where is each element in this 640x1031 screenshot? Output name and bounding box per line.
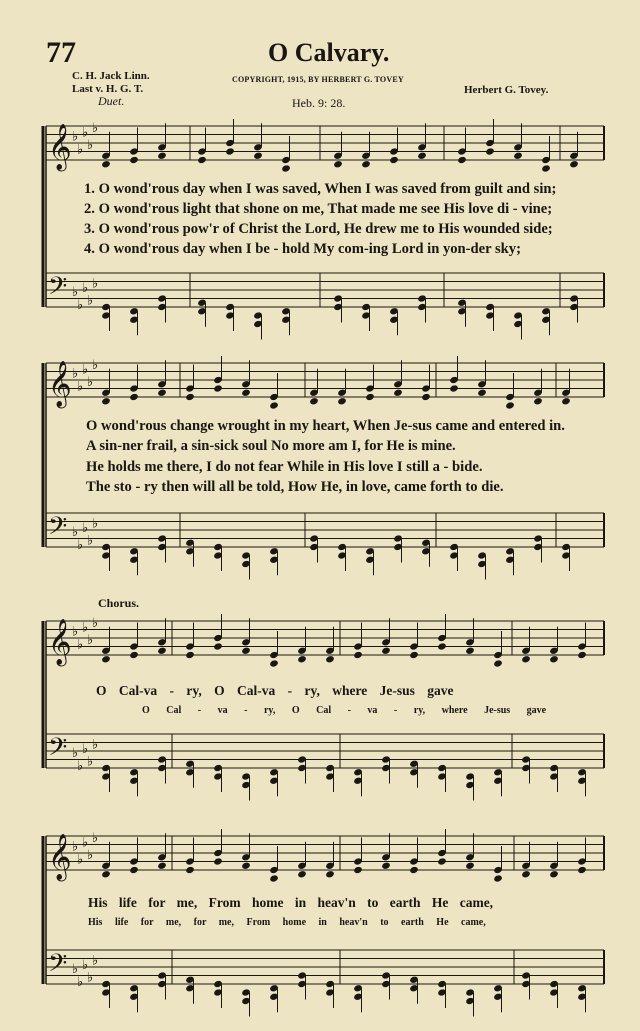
note-head bbox=[437, 857, 447, 865]
chorus-line-2-upper: His life for me, From home in heav'n to earth He came, bbox=[88, 895, 494, 910]
note-head bbox=[437, 642, 447, 650]
note-head bbox=[353, 866, 363, 874]
note-head bbox=[129, 866, 139, 874]
note-head bbox=[409, 651, 419, 659]
verse-3-line-1: 3. O wond'rous pow'r of Christ the Lord, He drew me to His wounded side; bbox=[84, 221, 553, 237]
note-head bbox=[101, 160, 111, 168]
treble-clef-icon: 𝄞 bbox=[48, 124, 72, 170]
note-head bbox=[337, 397, 347, 405]
flat-icon: ♭ bbox=[72, 129, 79, 145]
flat-icon: ♭ bbox=[92, 737, 99, 753]
flat-icon: ♭ bbox=[72, 525, 79, 540]
note-head bbox=[409, 866, 419, 874]
scripture-reference: Heb. 9: 28. bbox=[292, 96, 346, 110]
note-head bbox=[213, 857, 223, 865]
note-head bbox=[389, 156, 399, 164]
note-head bbox=[225, 147, 235, 155]
bass-clef-icon: 𝄢 bbox=[48, 733, 68, 768]
treble-clef-icon: 𝄞 bbox=[48, 619, 72, 665]
verse-2-line-1: 2. O wond'rous light that shone on me, That made me see His love di - vine; bbox=[84, 201, 553, 217]
note-head bbox=[569, 160, 579, 168]
flat-icon: ♭ bbox=[77, 758, 84, 774]
flat-icon: ♭ bbox=[87, 138, 94, 153]
flat-icon: ♭ bbox=[87, 293, 94, 309]
note-head bbox=[333, 160, 343, 168]
note-head bbox=[325, 655, 335, 663]
note-head bbox=[465, 647, 475, 655]
verse-4-line-2: The sto - ry then will all be told, How He, in love, came forth to die. bbox=[86, 479, 504, 495]
flat-icon: ♭ bbox=[87, 848, 94, 863]
note-head bbox=[213, 642, 223, 650]
hymn-title: O Calvary. bbox=[268, 38, 390, 67]
note-head bbox=[505, 401, 515, 409]
chorus-line-1-lower: O Cal - va - ry, O Cal - va - ry, where Je-sus gave bbox=[142, 705, 547, 716]
flat-icon: ♭ bbox=[87, 754, 94, 770]
note-head bbox=[129, 393, 139, 401]
note-head bbox=[101, 397, 111, 405]
note-head bbox=[269, 401, 279, 409]
flat-icon: ♭ bbox=[92, 276, 99, 292]
chorus-line-2-lower: His life for me, for me, From home in heav'n to earth He came, bbox=[88, 917, 486, 928]
flat-icon: ♭ bbox=[77, 537, 84, 553]
flat-icon: ♭ bbox=[72, 366, 79, 382]
note-head bbox=[157, 647, 167, 655]
hymn-number: 77 bbox=[46, 36, 76, 69]
copyright-notice: COPYRIGHT, 1915, BY HERBERT G. TOVEY bbox=[232, 75, 404, 84]
note-head bbox=[577, 866, 587, 874]
flat-icon: ♭ bbox=[82, 362, 89, 378]
note-head bbox=[361, 160, 371, 168]
flat-icon: ♭ bbox=[82, 125, 89, 141]
note-head bbox=[325, 870, 335, 878]
note-head bbox=[393, 389, 403, 397]
last-verse-credit: Last v. H. G. T. bbox=[72, 83, 144, 95]
flat-icon: ♭ bbox=[87, 633, 94, 648]
note-head bbox=[449, 384, 459, 392]
note-head bbox=[157, 389, 167, 397]
note-head bbox=[381, 647, 391, 655]
flat-icon: ♭ bbox=[92, 616, 99, 631]
note-head bbox=[541, 164, 551, 172]
note-head bbox=[101, 870, 111, 878]
flat-icon: ♭ bbox=[77, 379, 84, 395]
note-head bbox=[297, 870, 307, 878]
note-head bbox=[477, 389, 487, 397]
note-head bbox=[521, 870, 531, 878]
note-head bbox=[521, 655, 531, 663]
note-head bbox=[185, 393, 195, 401]
bass-clef-icon: 𝄢 bbox=[48, 512, 68, 547]
note-head bbox=[157, 862, 167, 870]
flat-icon: ♭ bbox=[72, 624, 79, 640]
note-head bbox=[417, 152, 427, 160]
note-head bbox=[533, 397, 543, 405]
flat-icon: ♭ bbox=[77, 637, 84, 653]
note-head bbox=[457, 156, 467, 164]
note-head bbox=[561, 397, 571, 405]
note-head bbox=[129, 651, 139, 659]
composer-credit: C. H. Jack Linn. bbox=[72, 70, 150, 82]
verse-4-line-1: 4. O wond'rous day when I be - hold My com-ing Lord in yon-der sky; bbox=[84, 241, 521, 257]
note-head bbox=[157, 152, 167, 160]
note-head bbox=[309, 397, 319, 405]
note-head bbox=[129, 156, 139, 164]
note-head bbox=[101, 655, 111, 663]
flat-icon: ♭ bbox=[72, 285, 79, 300]
bass-clef-icon: 𝄢 bbox=[48, 949, 68, 984]
note-head bbox=[241, 389, 251, 397]
flat-icon: ♭ bbox=[92, 358, 99, 373]
note-head bbox=[421, 393, 431, 401]
note-head bbox=[253, 152, 263, 160]
note-head bbox=[465, 862, 475, 870]
flat-icon: ♭ bbox=[82, 620, 89, 636]
flat-icon: ♭ bbox=[87, 533, 94, 549]
note-head bbox=[549, 870, 559, 878]
flat-icon: ♭ bbox=[82, 280, 89, 296]
flat-icon: ♭ bbox=[92, 953, 99, 969]
note-head bbox=[281, 164, 291, 172]
author-credit: Herbert G. Tovey. bbox=[464, 84, 549, 96]
flat-icon: ♭ bbox=[82, 520, 89, 536]
flat-icon: ♭ bbox=[77, 852, 84, 868]
flat-icon: ♭ bbox=[82, 741, 89, 757]
flat-icon: ♭ bbox=[77, 974, 84, 990]
flat-icon: ♭ bbox=[92, 121, 99, 136]
verse-1-line-2: O wond'rous change wrought in my heart, When Je-sus came and entered in. bbox=[86, 418, 565, 434]
note-head bbox=[549, 655, 559, 663]
note-head bbox=[577, 651, 587, 659]
verse-1-line-1: 1. O wond'rous day when I was saved, When I was saved from guilt and sin; bbox=[84, 181, 557, 197]
chorus-label: Chorus. bbox=[98, 596, 140, 610]
note-head bbox=[213, 384, 223, 392]
note-head bbox=[197, 156, 207, 164]
note-head bbox=[269, 874, 279, 882]
note-head bbox=[513, 152, 523, 160]
note-head bbox=[381, 862, 391, 870]
note-head bbox=[365, 393, 375, 401]
treble-clef-icon: 𝄞 bbox=[48, 361, 72, 407]
flat-icon: ♭ bbox=[87, 375, 94, 390]
note-head bbox=[185, 866, 195, 874]
treble-clef-icon: 𝄞 bbox=[48, 834, 72, 880]
note-head bbox=[297, 655, 307, 663]
verse-2-line-2: A sin-ner frail, a sin-sick soul No more am I, for He is mine. bbox=[86, 438, 456, 454]
note-head bbox=[241, 647, 251, 655]
flat-icon: ♭ bbox=[92, 516, 99, 532]
note-head bbox=[353, 651, 363, 659]
note-head bbox=[493, 659, 503, 667]
flat-icon: ♭ bbox=[82, 957, 89, 973]
flat-icon: ♭ bbox=[87, 970, 94, 986]
flat-icon: ♭ bbox=[77, 142, 84, 158]
flat-icon: ♭ bbox=[72, 839, 79, 855]
flat-icon: ♭ bbox=[77, 297, 84, 313]
note-head bbox=[185, 651, 195, 659]
flat-icon: ♭ bbox=[72, 962, 79, 977]
flat-icon: ♭ bbox=[92, 831, 99, 846]
duet-marking: Duet. bbox=[98, 94, 125, 108]
chorus-line-1-upper: O Cal-va - ry, O Cal-va - ry, where Je-sus gave bbox=[96, 683, 454, 698]
note-head bbox=[269, 659, 279, 667]
verse-3-line-2: He holds me there, I do not fear While in His love I still a - bide. bbox=[86, 459, 483, 475]
bass-clef-icon: 𝄢 bbox=[48, 272, 68, 307]
flat-icon: ♭ bbox=[72, 746, 79, 761]
note-head bbox=[493, 874, 503, 882]
flat-icon: ♭ bbox=[82, 835, 89, 851]
note-head bbox=[241, 862, 251, 870]
note-head bbox=[485, 147, 495, 155]
